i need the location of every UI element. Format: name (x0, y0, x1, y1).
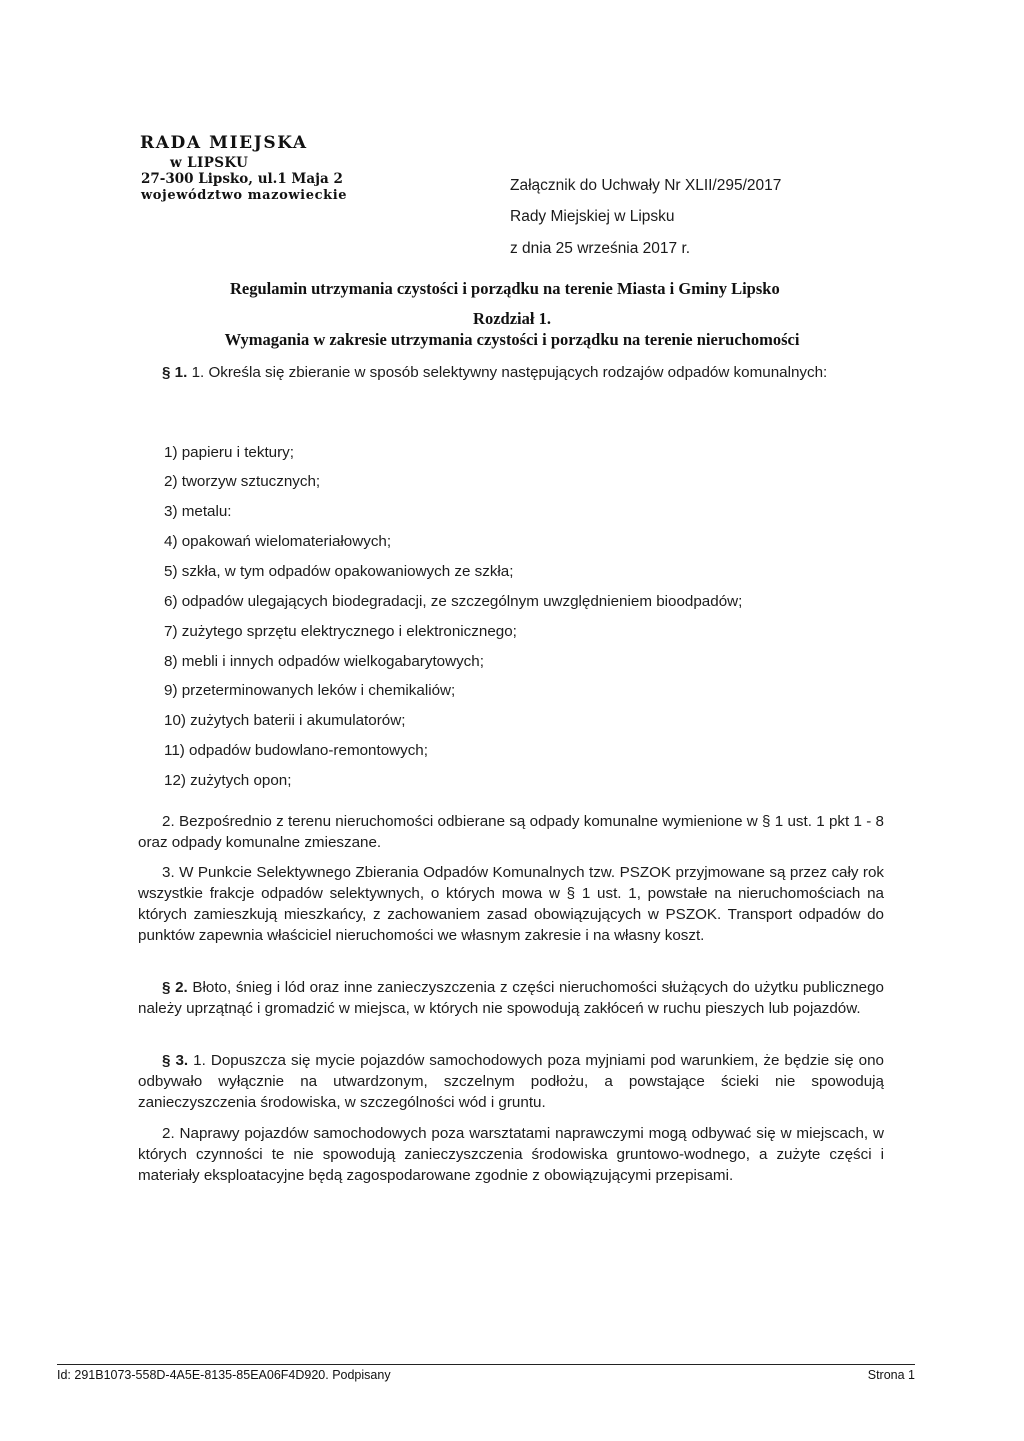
section-3-mark: § 3. (162, 1052, 189, 1069)
list-item: 6) odpadów ulegających biodegradacji, ze szczególnym uwzględnieniem bioodpadów; (164, 593, 743, 610)
section-2-mark: § 2. (162, 979, 188, 996)
attachment-line-1: Załącznik do Uchwały Nr XLII/295/2017 (510, 177, 782, 194)
list-item: 8) mebli i innych odpadów wielkogabarytowych; (164, 653, 484, 670)
chapter-label: Rozdział 1. (473, 309, 551, 328)
document-title: Regulamin utrzymania czystości i porządku na terenie Miasta i Gminy Lipsko (230, 279, 780, 298)
list-item: 3) metalu: (164, 503, 232, 520)
section-3-paragraph-1-text: 1. Dopuszcza się mycie pojazdów samochodowych poza myjniami pod warunkiem, że będzie się ono odbywało wyłącznie na utwardzonym, szczelnym podłożu, a powstające ścieki nie spowodują zanieczyszczenia środowiska, w szczególności wód i gruntu. (138, 1052, 884, 1111)
attachment-line-3: z dnia 25 września 2017 r. (510, 240, 691, 257)
list-item: 1) papieru i tektury; (164, 444, 294, 461)
section-1-mark: § 1. (162, 364, 188, 381)
chapter-title: Wymagania w zakresie utrzymania czystości i porządku na terenie nieruchomości (224, 330, 800, 349)
stamp-voivodeship: województwo mazowieckie (141, 188, 348, 203)
list-item: 5) szkła, w tym odpadów opakowaniowych ze szkła; (164, 563, 514, 580)
list-item: 12) zużytych opon; (164, 772, 292, 789)
section-3-paragraph-1 (138, 1050, 884, 1113)
section-1-paragraph-3: 3. W Punkcie Selektywnego Zbierania Odpadów Komunalnych tzw. PSZOK przyjmowane są przez cały rok wszystkie frakcje odpadów selektywnych, o których mowa w § 1 ust. 1, powstałe na nieruchomościach na których zamieszkują mieszkańcy, z zachowaniem zasad obowiązujących w PSZOK. Transport odpadów do punktów zapewnia właściciel nieruchomości we własnym zakresie i na własny koszt. (138, 864, 884, 944)
stamp-council-name: RADA MIEJSKA (140, 133, 308, 153)
stamp-city: w LIPSKU (170, 155, 249, 171)
section-2-paragraph (138, 977, 884, 1019)
section-1-paragraph-1 (138, 362, 884, 383)
list-item: 7) zużytego sprzętu elektrycznego i elektronicznego; (164, 623, 517, 640)
attachment-line-2: Rady Miejskiej w Lipsku (510, 208, 675, 225)
list-item: 9) przeterminowanych leków i chemikaliów; (164, 682, 456, 699)
footer-document-id: Id: 291B1073-558D-4A5E-8135-85EA06F4D920. Podpisany (57, 1368, 391, 1382)
section-1-paragraph-1-text: 1. Określa się zbieranie w sposób selektywny następujących rodzajów odpadów komunalnych: (191, 364, 828, 381)
section-3-paragraph-2: 2. Naprawy pojazdów samochodowych poza warsztatami naprawczymi mogą odbywać się w miejscach, w których czynności te nie spowodują zanieczyszczenia środowiska gruntowo-wodnego, a zużyte części i materiały eksploatacyjne będą zagospodarowane zgodnie z obowiązującymi przepisami. (138, 1125, 884, 1184)
list-item: 2) tworzyw sztucznych; (164, 473, 321, 490)
section-1-paragraph-2: 2. Bezpośrednio z terenu nieruchomości odbierane są odpady komunalne wymienione w § 1 ust. 1 pkt 1 - 8 oraz odpady komunalne zmieszane. (138, 813, 884, 851)
footer-divider (57, 1364, 915, 1365)
list-item: 4) opakowań wielomateriałowych; (164, 533, 392, 550)
footer-page-number: Strona 1 (867, 1368, 915, 1382)
list-item: 11) odpadów budowlano-remontowych; (164, 742, 428, 759)
stamp-address: 27-300 Lipsko, ul.1 Maja 2 (141, 171, 343, 187)
list-item: 10) zużytych baterii i akumulatorów; (164, 712, 406, 729)
section-2-text: Błoto, śnieg i lód oraz inne zanieczyszczenia z części nieruchomości służących do użytku publicznego należy uprzątnąć i gromadzić w miejsca, w których nie spowodują zakłóceń w ruchu pieszych lub pojazdów. (138, 979, 884, 1017)
